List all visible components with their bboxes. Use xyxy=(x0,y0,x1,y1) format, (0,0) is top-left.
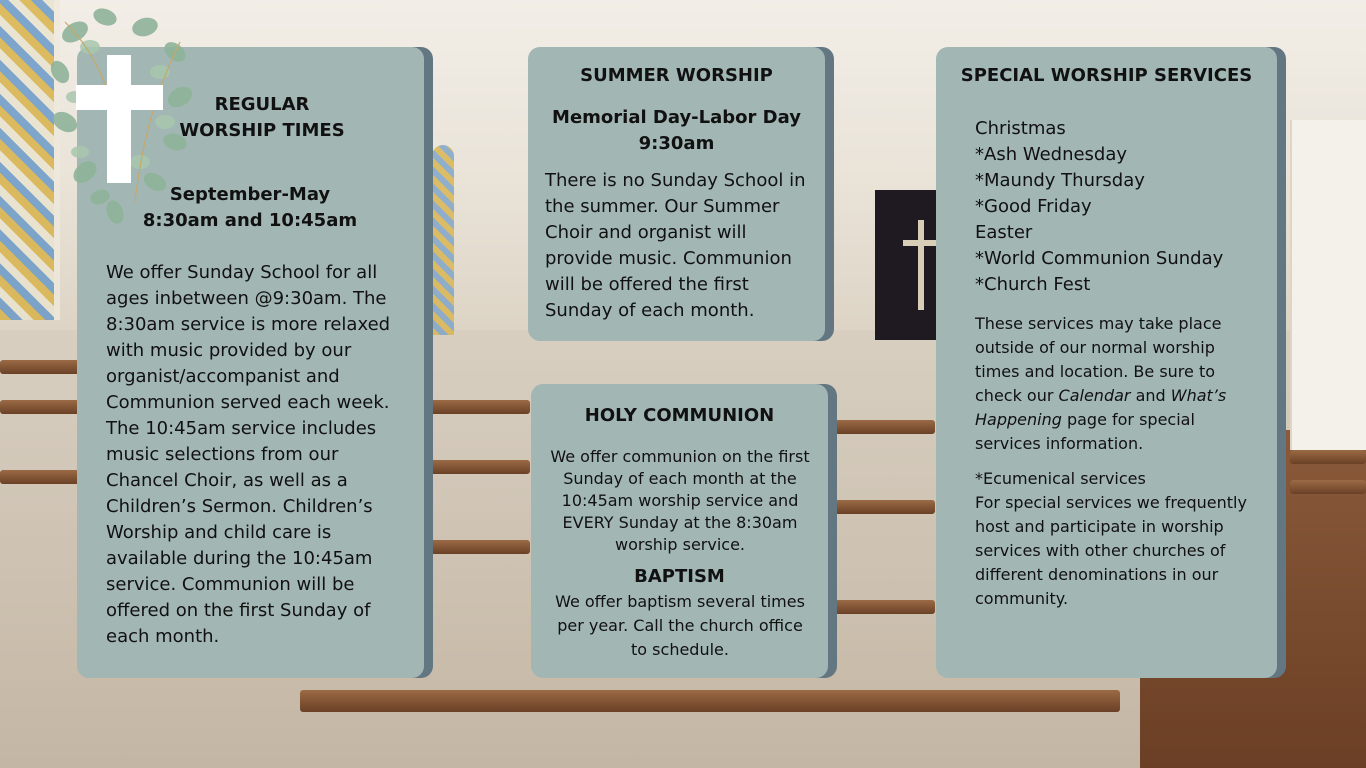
summer-worship-description: There is no Sunday School in the summer. Our Summer Choir and organist will provide music. Communion will be offered the first Sunday of each month. xyxy=(545,170,806,321)
list-item: Easter xyxy=(975,222,1033,243)
list-item: *Maundy Thursday xyxy=(975,170,1145,191)
altar-cross xyxy=(903,240,939,246)
list-item: *Ash Wednesday xyxy=(975,144,1128,165)
altar-curtain xyxy=(875,190,945,340)
summer-worship-schedule xyxy=(540,105,813,157)
holy-communion-title: HOLY COMMUNION xyxy=(584,405,775,426)
calendar-page-reference: Calendar xyxy=(1058,386,1131,405)
list-item: *Church Fest xyxy=(975,274,1091,295)
pew xyxy=(430,460,530,474)
note-text: and xyxy=(1130,386,1171,405)
pew xyxy=(0,470,80,484)
holy-communion-description: We offer communion on the first Sunday of each month at the 10:45am worship service and EVERY Sunday at the 8:30am worship service. xyxy=(550,447,810,554)
whats-happening-page-reference: What’s Happening xyxy=(975,386,1227,429)
ecumenical-description: For special services we frequently host and participate in worship services with other churches of different denominations in our community. xyxy=(975,493,1247,608)
regular-worship-title xyxy=(162,92,362,144)
ecumenical-title: *Ecumenical services xyxy=(975,469,1146,488)
baptism-title: BAPTISM xyxy=(634,566,725,587)
pew xyxy=(0,400,80,414)
pew xyxy=(835,420,935,434)
summer-worship-title: SUMMER WORSHIP xyxy=(580,65,773,86)
pew xyxy=(1290,450,1366,464)
pew xyxy=(430,400,530,414)
note-text: These services may take place outside of our normal worship times and location. Be sure to check our xyxy=(975,314,1222,405)
note-text: page for special services information. xyxy=(975,410,1195,453)
cross-icon xyxy=(107,55,131,183)
pew xyxy=(835,600,935,614)
special-services-note xyxy=(975,312,1255,456)
summer-sched-line2: 9:30am xyxy=(638,133,715,154)
cross-icon xyxy=(76,85,163,110)
pew xyxy=(300,690,1120,712)
pew xyxy=(835,500,935,514)
baptism-description: We offer baptism several times per year. Call the church office to schedule. xyxy=(555,592,805,659)
regular-worship-description: We offer Sunday School for all ages inbetween @9:30am. The 8:30am service is more relaxed with music provided by our organist/accompanist and Communion served each week. The 10:45am service includes music selections from our Chancel Choir, as well as a Children’s Sermon. Children’s Worship and child care is available during the 10:45am service. Communion will be offered on the first Sunday of each month. xyxy=(106,262,391,647)
list-item: *Good Friday xyxy=(975,196,1092,217)
regular-sched-line1: September-May xyxy=(169,184,331,205)
ecumenical-services xyxy=(975,467,1255,611)
list-item: Christmas xyxy=(975,118,1066,139)
pew xyxy=(0,360,80,374)
regular-title-line1: REGULAR xyxy=(214,94,310,115)
pew xyxy=(1290,480,1366,494)
list-item: *World Communion Sunday xyxy=(975,248,1224,269)
stained-glass-window xyxy=(432,145,454,335)
pew xyxy=(430,540,530,554)
special-services-list xyxy=(975,116,1255,298)
altar-cross xyxy=(918,220,924,310)
background-column xyxy=(1290,120,1366,450)
regular-worship-schedule xyxy=(130,182,370,234)
regular-title-line2: WORSHIP TIMES xyxy=(179,120,345,141)
summer-sched-line1: Memorial Day-Labor Day xyxy=(552,107,801,128)
special-services-title: SPECIAL WORSHIP SERVICES xyxy=(960,65,1253,86)
regular-sched-line2: 8:30am and 10:45am xyxy=(142,210,358,231)
